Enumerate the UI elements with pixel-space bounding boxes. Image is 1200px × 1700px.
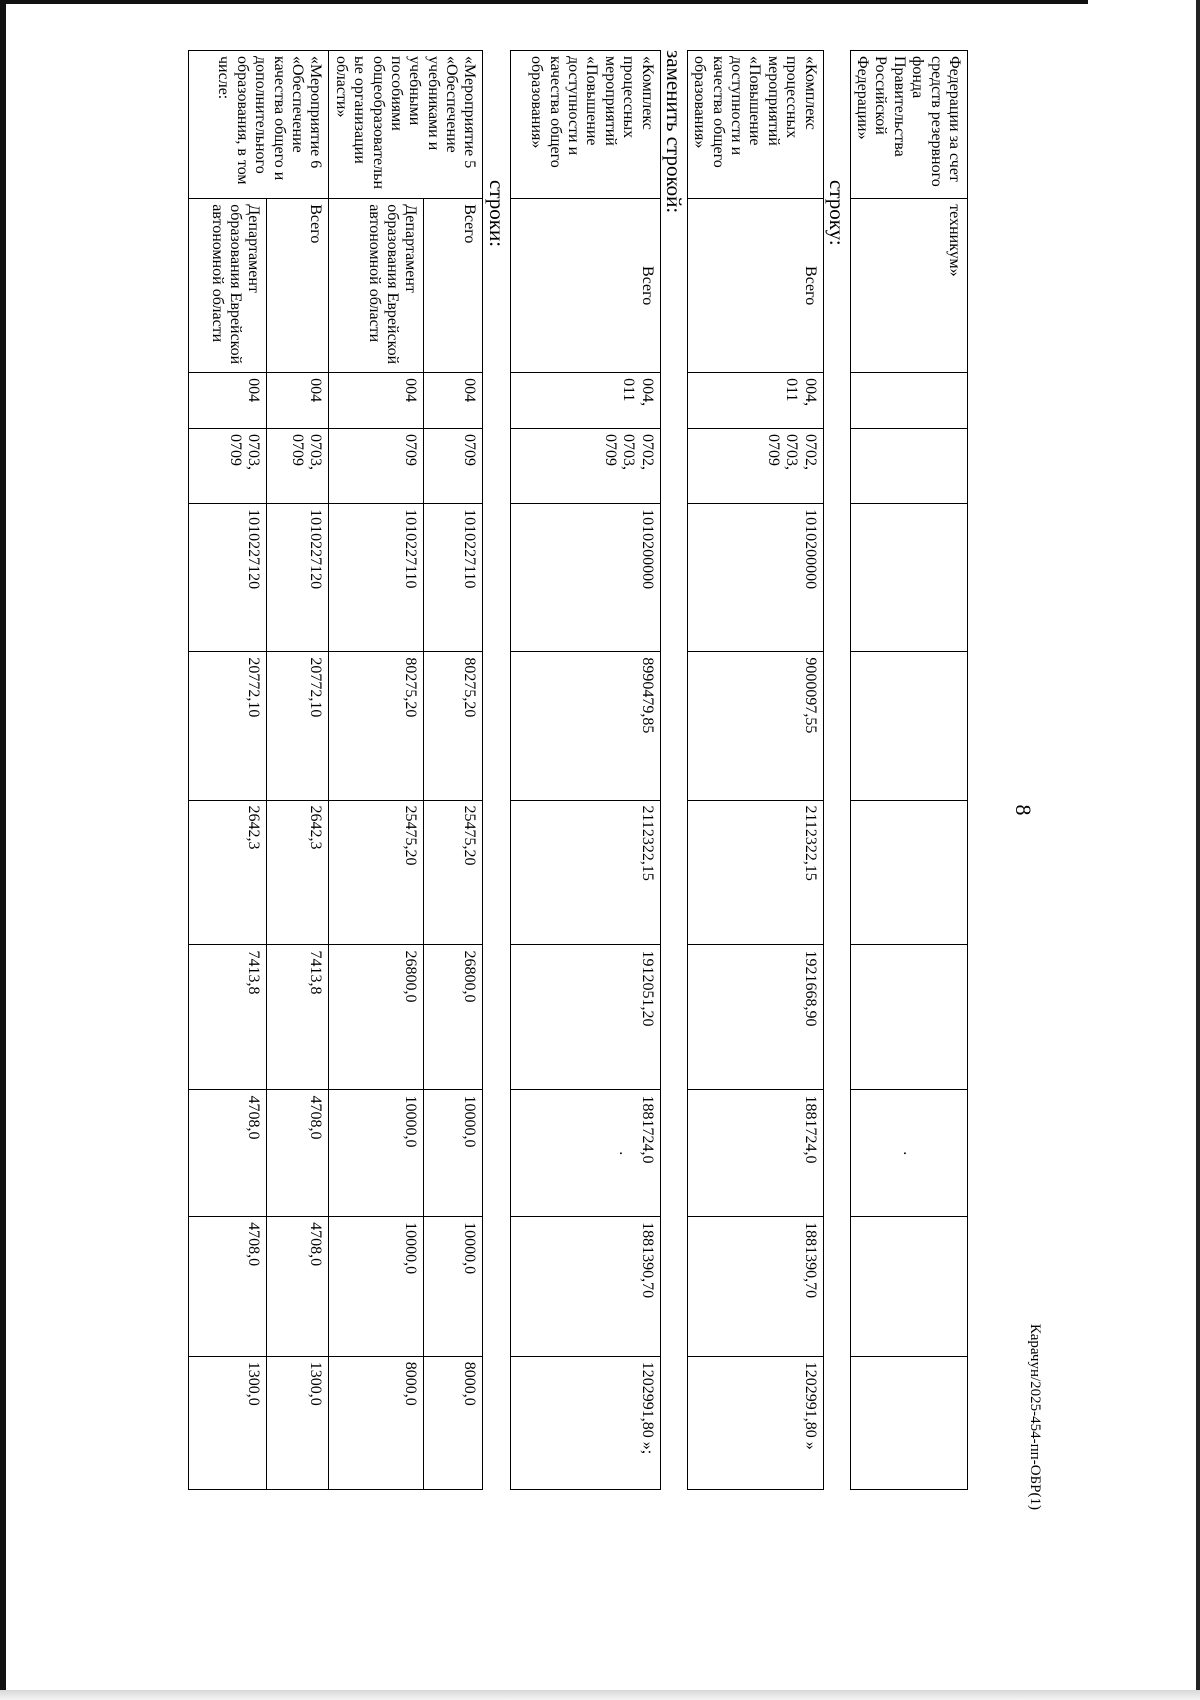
value-cell: 2642,3 — [267, 800, 329, 945]
value-cell: 4708,0 — [267, 1090, 329, 1217]
value-cell: 80275,20 — [329, 652, 424, 800]
name-cell: «Комплекс процессных мероприятий «Повышение доступности и качества общего образования» — [510, 51, 660, 199]
caption-strings: строки: — [484, 180, 509, 248]
value-cell: 7413,8 — [189, 945, 267, 1090]
value-cell: 1300,0 — [189, 1356, 267, 1489]
table-top — [850, 50, 968, 1490]
table-row — [329, 51, 424, 1490]
value-cell: 1881390,70 — [510, 1217, 660, 1357]
value-cell: 1881724,0 — [687, 1090, 823, 1217]
value-cell: 8000,0 — [329, 1356, 424, 1489]
caption-replace: заменить строкой: — [661, 50, 686, 214]
value-cell: 1921668,90 — [687, 945, 823, 1090]
value-cell: 1912051,20 — [510, 945, 660, 1090]
scan-border-top — [0, 0, 1088, 4]
rzpr-cell: 0709 — [329, 428, 424, 503]
page-number: 8 — [1011, 804, 1036, 816]
document-body — [188, 30, 968, 1590]
value-cell: 25475,20 — [424, 800, 483, 945]
value-cell: 10000,0 — [424, 1090, 483, 1217]
rzpr-cell: 0709 — [424, 428, 483, 503]
value-cell: 4708,0 — [267, 1217, 329, 1357]
table-row — [424, 51, 483, 1490]
value-cell: 10000,0 — [329, 1217, 424, 1357]
name-cell: «Комплекс процессных мероприятий «Повышение доступности и качества общего образования» — [687, 51, 823, 199]
mark-cell: . — [850, 1090, 967, 1217]
value-cell: 9000097,55 — [687, 652, 823, 800]
rotated-page — [168, 30, 1088, 1590]
caption-string: строку: — [824, 180, 849, 246]
csr-cell: 1010227120 — [267, 504, 329, 652]
value-cell: 2112322,15 — [687, 800, 823, 945]
source-cell: Департамент образования Еврейской автономной области — [189, 199, 267, 373]
value-cell: 25475,20 — [329, 800, 424, 945]
table-old — [687, 50, 824, 1490]
value-cell: 8990479,85 — [510, 652, 660, 800]
value-cell: 1202991,80 »; — [510, 1356, 660, 1489]
name-cell: «Мероприятие 5 «Обеспечение учебниками и учебными пособиями общеобразовательные организации области» — [329, 51, 483, 199]
rzpr-cell: 0702, 0703, 0709 — [687, 428, 823, 503]
table-new — [510, 50, 661, 1490]
value-cell — [510, 1090, 660, 1217]
value-cell: 2642,3 — [189, 800, 267, 945]
value-cell: 26800,0 — [329, 945, 424, 1090]
table-row — [267, 51, 329, 1490]
value-cell: 20772,10 — [267, 652, 329, 800]
csr-cell: 1010227110 — [424, 504, 483, 652]
table-row — [850, 51, 967, 1490]
csr-cell: 1010200000 — [687, 504, 823, 652]
table-row — [189, 51, 267, 1490]
grbs-cell: 004 — [267, 373, 329, 429]
value-text: 1881724,0 — [638, 1095, 656, 1164]
value-cell: 2112322,15 — [510, 800, 660, 945]
value-cell: 1202991,80 » — [687, 1356, 823, 1489]
value-cell: 10000,0 — [424, 1217, 483, 1357]
table-row — [510, 51, 660, 1490]
source-cell: Всего — [424, 199, 483, 373]
value-cell: 8000,0 — [424, 1356, 483, 1489]
scan-border-right — [1196, 0, 1200, 1700]
dot-mark: . — [616, 1151, 634, 1156]
scan-bottom-strip — [0, 1690, 1200, 1700]
table-row — [687, 51, 823, 1490]
value-cell: 4708,0 — [189, 1217, 267, 1357]
csr-cell: 1010200000 — [510, 504, 660, 652]
value-cell: 4708,0 — [189, 1090, 267, 1217]
value-cell: 26800,0 — [424, 945, 483, 1090]
grbs-cell: 004, 011 — [687, 373, 823, 429]
scan-border-left — [0, 0, 6, 1690]
table-measures — [188, 50, 483, 1490]
value-cell: 10000,0 — [329, 1090, 424, 1217]
rzpr-cell: 0703, 0709 — [189, 428, 267, 503]
grbs-cell: 004 — [424, 373, 483, 429]
name-cell: Федерации за счет средств резервного фонда Правительства Российской Федерации» — [850, 51, 967, 199]
name-cell: «Мероприятие 6 «Обеспечение качества общего и дополнительного образования, в том числе: — [189, 51, 329, 199]
grbs-cell: 004 — [189, 373, 267, 429]
value-cell: 7413,8 — [267, 945, 329, 1090]
value-cell: 20772,10 — [189, 652, 267, 800]
source-cell: Всего — [510, 199, 660, 373]
value-cell: 1300,0 — [267, 1356, 329, 1489]
source-cell: Всего — [687, 199, 823, 373]
value-cell: 1881390,70 — [687, 1217, 823, 1357]
rzpr-cell: 0703, 0709 — [267, 428, 329, 503]
source-cell: Департамент образования Еврейской автономной области — [329, 199, 424, 373]
value-cell: 80275,20 — [424, 652, 483, 800]
csr-cell: 1010227110 — [329, 504, 424, 652]
source-cell: Всего — [267, 199, 329, 373]
rzpr-cell: 0702, 0703, 0709 — [510, 428, 660, 503]
grbs-cell: 004, 011 — [510, 373, 660, 429]
csr-cell: 1010227120 — [189, 504, 267, 652]
source-cell: техникум» — [850, 199, 967, 373]
footer-code: Карачун/2025-454-пп-ОБР(1) — [1027, 1323, 1043, 1510]
grbs-cell: 004 — [329, 373, 424, 429]
